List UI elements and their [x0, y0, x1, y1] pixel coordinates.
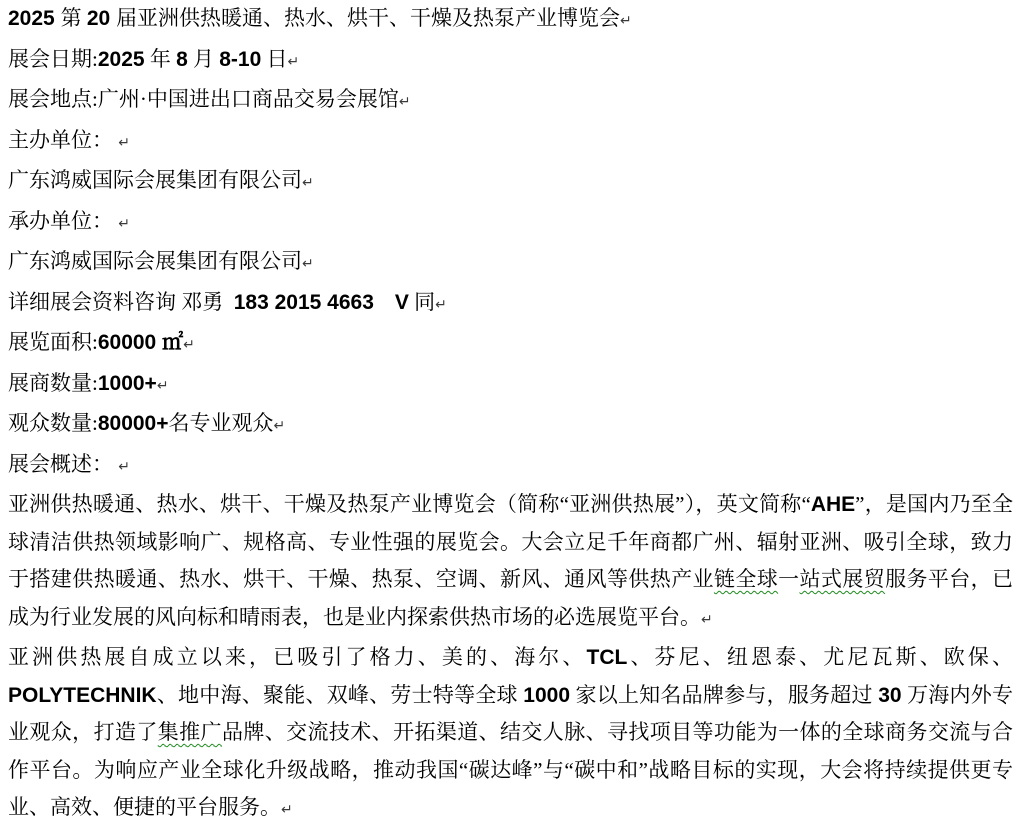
text-segment: TCL: [586, 646, 628, 669]
paragraph-mark-icon: ↵: [701, 611, 713, 628]
text-segment: 年: [144, 46, 177, 71]
text-segment: 广东鸿威国际会展集团有限公司: [8, 249, 302, 273]
text-segment: 一: [778, 567, 800, 591]
text-segment: 名专业观众: [168, 411, 274, 435]
text-segment: AHE: [810, 493, 856, 516]
paragraph-mark-icon: ↵: [273, 418, 286, 434]
text-segment: ”，是国内乃至全球清洁供热领域影响广、规格高、专业性强的展览会。大会立足千年商都广州、辐射亚洲、吸引全球，致力于搭建供热暖通、热水、烘干、干燥、热泵、空调、新风、通风等供热产业: [8, 492, 1013, 591]
grammar-squiggle-text: 站式展贸: [799, 567, 886, 591]
text-segment: 观众数量:: [8, 411, 98, 435]
text-segment: 服务平台，已成为行业发展的风向标和晴雨表，也是业内探索供热市场的必选展览平台。: [8, 567, 1014, 629]
text-segment: 1000: [523, 683, 570, 707]
overview-label-line: [8, 446, 1013, 487]
text-segment: 同: [408, 289, 436, 314]
text-segment: 8-10: [219, 47, 262, 71]
exhibitor-count-line: [8, 365, 1013, 406]
grammar-squiggle-text: 链全球: [713, 567, 779, 591]
text-segment: 80000+: [97, 412, 169, 435]
text-segment: 亚洲供热展自成立以来，已吸引了格力、美的、海尔、: [8, 645, 587, 669]
text-segment: 月: [187, 46, 220, 71]
text-segment: V: [394, 290, 409, 314]
paragraph-mark-icon: ↵: [287, 53, 300, 70]
paragraph-mark-icon: ↵: [118, 134, 130, 151]
grammar-squiggle-text: 集推广: [157, 720, 222, 744]
text-segment: 万海内外专业观众，打造了: [8, 682, 1014, 744]
overview-paragraph-2: [8, 639, 1013, 830]
overview-paragraph-1: [8, 486, 1013, 639]
paragraph-mark-icon: ↵: [398, 94, 411, 110]
text-segment: 届亚洲供热暖通、热水、烘干、干燥及热泵产业博览会: [116, 6, 621, 30]
paragraph-mark-icon: ↵: [183, 337, 195, 353]
exhibit-area-line: [8, 324, 1013, 365]
text-segment: 主办单位：: [8, 127, 119, 152]
text-segment: 承办单位：: [8, 208, 119, 233]
text-segment: 、芬尼、纽恩泰、尤尼瓦斯、欧保、: [627, 645, 1014, 669]
paragraph-mark-icon: ↵: [302, 256, 314, 272]
text-segment: [374, 290, 395, 314]
text-segment: 亚洲供热暖通、热水、烘干、干燥及热泵产业博览会（简称“亚洲供热展”），英文简称“: [8, 492, 811, 516]
paragraph-mark-icon: ↵: [118, 215, 130, 232]
text-segment: 60000 ㎡: [97, 331, 184, 354]
undertaker-name-line: [8, 243, 1013, 284]
contact-line: [8, 284, 1013, 325]
title-line: [8, 0, 1013, 41]
paragraph-mark-icon: ↵: [620, 13, 632, 29]
text-segment: 1000+: [97, 371, 157, 395]
text-segment: 详细展会资料咨询 邓勇: [8, 289, 234, 314]
text-segment: 展会概述：: [8, 451, 119, 476]
visitor-count-line: [8, 405, 1013, 446]
text-segment: 2025: [8, 7, 61, 30]
paragraph-mark-icon: ↵: [302, 175, 314, 191]
text-segment: 30: [878, 683, 902, 707]
paragraph-mark-icon: ↵: [435, 296, 447, 313]
text-segment: 第: [60, 6, 87, 30]
undertaker-label-line: [8, 203, 1013, 244]
paragraph-mark-icon: ↵: [281, 802, 293, 818]
text-segment: 、地中海、聚能、双峰、劳士特等全球: [156, 682, 524, 707]
text-segment: 8: [176, 47, 188, 71]
text-segment: 家以上知名品牌参与，服务超过: [570, 682, 879, 707]
text-segment: 品牌、交流技术、开拓渠道、结交人脉、寻找项目等功能为一体的全球商务交流与合作平台。为响应产业全球化升级战略，推动我国“碳达峰”与“碳中和”战略目标的实现，大会将持续提供更专业、高效、便捷的平台服务。: [8, 720, 1014, 819]
paragraph-mark-icon: ↵: [156, 377, 169, 394]
text-segment: 广东鸿威国际会展集团有限公司: [8, 168, 302, 192]
text-segment: 展会地点:广州·中国进出口商品交易会展馆: [8, 87, 399, 111]
organizer-name-line: [8, 162, 1013, 203]
organizer-label-line: [8, 122, 1013, 163]
text-segment: 2025: [97, 47, 145, 71]
text-segment: 日: [261, 46, 288, 71]
text-segment: 183 2015 4663: [233, 290, 374, 314]
text-segment: 展商数量:: [8, 370, 98, 395]
text-segment: 展览面积:: [8, 330, 98, 354]
text-segment: 20: [86, 7, 117, 30]
text-segment: 展会日期:: [8, 46, 98, 71]
venue-line: [8, 81, 1013, 122]
date-line: [8, 41, 1013, 82]
text-segment: POLYTECHNIK: [8, 683, 157, 707]
paragraph-mark-icon: ↵: [118, 458, 130, 475]
